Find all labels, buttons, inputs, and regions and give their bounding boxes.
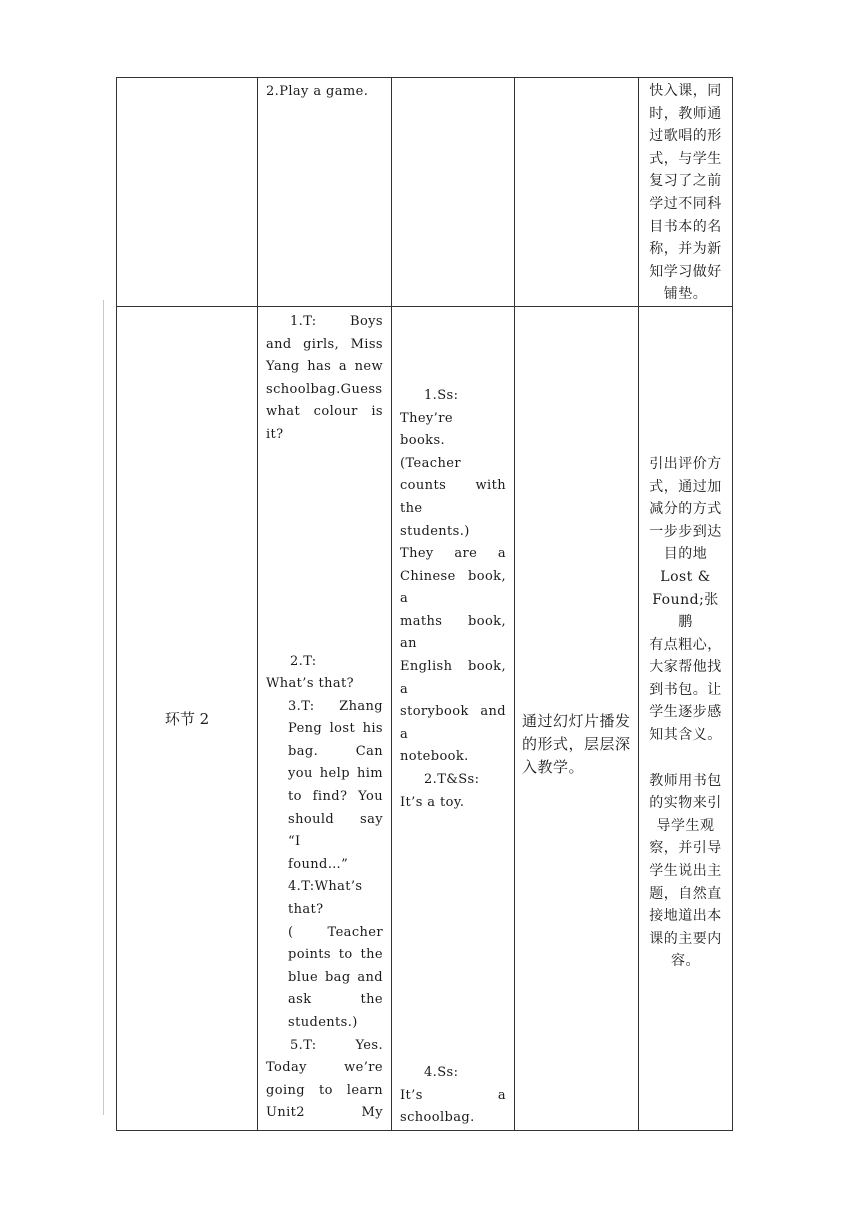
- stage-label: 环节 2: [164, 709, 210, 728]
- text-line: it?: [266, 426, 284, 442]
- intent-text: 快入课，同时，教师通过歌唱的形式，与学生复习了之前学过不同科目书本的名称，并为新知学习做好铺垫。: [649, 83, 722, 303]
- text-line: English book, a: [400, 659, 506, 697]
- text-line: 学生逐步感: [649, 704, 722, 721]
- stage-cell-empty: [117, 78, 258, 307]
- text-line: Found;张鹏: [652, 591, 719, 631]
- text-line: 容。: [671, 953, 700, 970]
- intent-text-b: [639, 747, 732, 973]
- text-line: 察，并引导: [649, 840, 722, 857]
- text-line: 有点粗心，: [649, 636, 722, 653]
- teacher-activity-text: 2.Play a game.: [266, 84, 369, 99]
- text-line: (Teacher: [400, 455, 461, 471]
- text-line: 到书包。让: [649, 681, 722, 698]
- text-line: blue bag and: [288, 969, 383, 985]
- text-line: 式，通过加: [649, 478, 722, 495]
- teacher-activity-cell: [258, 306, 392, 1130]
- text-line: students.): [288, 1015, 358, 1030]
- text-line: 1.T: Boys: [290, 313, 383, 329]
- table-row: [117, 306, 733, 1130]
- text-line: points to the: [288, 947, 383, 963]
- text-line: 导学生观: [656, 817, 715, 834]
- lesson-plan-table: [116, 77, 733, 1131]
- text-line: schoolbag.: [400, 1110, 475, 1126]
- text-line: What’s that?: [266, 676, 354, 692]
- intent-cell: [639, 306, 733, 1130]
- text-line: Unit2 My: [266, 1105, 383, 1121]
- text-line: 知其含义。: [649, 727, 722, 744]
- text-line: 接地道出本: [649, 908, 722, 925]
- text-line: Chinese book, a: [400, 568, 506, 607]
- text-line: maths book, an: [400, 613, 506, 652]
- text-line: you help him: [288, 766, 383, 782]
- student-activity-cell: [392, 306, 515, 1130]
- text-line: 题，自然直: [649, 885, 722, 902]
- text-line: 2.T:: [290, 653, 317, 669]
- text-line: notebook.: [400, 749, 469, 765]
- text-line: should say: [288, 811, 383, 827]
- text-line: 3.T: Zhang: [288, 698, 383, 714]
- text-line: They are a: [400, 546, 506, 562]
- text-line: 4.T:What’s: [288, 879, 363, 895]
- text-line: storybook and a: [400, 704, 506, 742]
- text-line: 目的地: [663, 546, 708, 563]
- text-line: “I: [288, 834, 301, 850]
- student-activity-text: [392, 307, 514, 1130]
- text-line: ( Teacher: [288, 924, 383, 940]
- text-line: what colour is: [266, 404, 383, 420]
- text-line: 一步步到达: [649, 523, 722, 540]
- text-line: 4.Ss:: [424, 1065, 459, 1081]
- text-line: 教师用书包: [649, 772, 722, 789]
- text-line: 减分的方式: [649, 501, 722, 518]
- text-line: 引出评价方: [649, 455, 722, 472]
- text-line: going to learn: [266, 1082, 383, 1098]
- text-line: ask the: [288, 992, 383, 1008]
- stage-cell: [117, 306, 258, 1130]
- text-line: 2.T&Ss:: [424, 772, 480, 788]
- text-line: 5.T: Yes.: [290, 1037, 383, 1053]
- text-line: schoolbag.Guess: [266, 381, 383, 397]
- text-line: to find? You: [288, 789, 383, 805]
- text-line: Today we’re: [266, 1060, 383, 1076]
- text-line: books.: [400, 433, 446, 449]
- intent-cell: [639, 78, 733, 307]
- text-line: 大家帮他找: [649, 659, 722, 676]
- text-line: They’re: [400, 410, 453, 426]
- text-line: 的实物来引: [649, 795, 722, 812]
- method-cell: [515, 306, 639, 1130]
- text-line: found…”: [288, 856, 349, 872]
- text-line: Yang has a new: [266, 359, 383, 375]
- text-line: bag. Can: [288, 743, 383, 759]
- text-line: students.): [400, 523, 470, 539]
- text-line: 1.Ss:: [424, 387, 459, 403]
- text-line: Peng lost his: [288, 721, 383, 737]
- text-line: It’s a toy.: [400, 794, 465, 810]
- text-line: that?: [288, 902, 324, 918]
- text-line: and girls, Miss: [266, 336, 383, 352]
- teacher-activity-cell: [258, 78, 392, 307]
- text-line: counts with the: [400, 478, 506, 516]
- student-activity-cell: [392, 78, 515, 307]
- text-line: 学生说出主: [649, 863, 722, 880]
- text-line: 课的主要内: [649, 930, 722, 947]
- method-cell: [515, 78, 639, 307]
- teacher-activity-text: [258, 307, 391, 1125]
- page-margin-line: [103, 300, 104, 1115]
- text-line: Lost &: [660, 568, 711, 585]
- table-row: [117, 78, 733, 307]
- method-text: 通过幻灯片播发的形式，层层深入教学。: [522, 711, 631, 776]
- text-line: It’s a: [400, 1087, 506, 1103]
- intent-text-a: [639, 307, 732, 747]
